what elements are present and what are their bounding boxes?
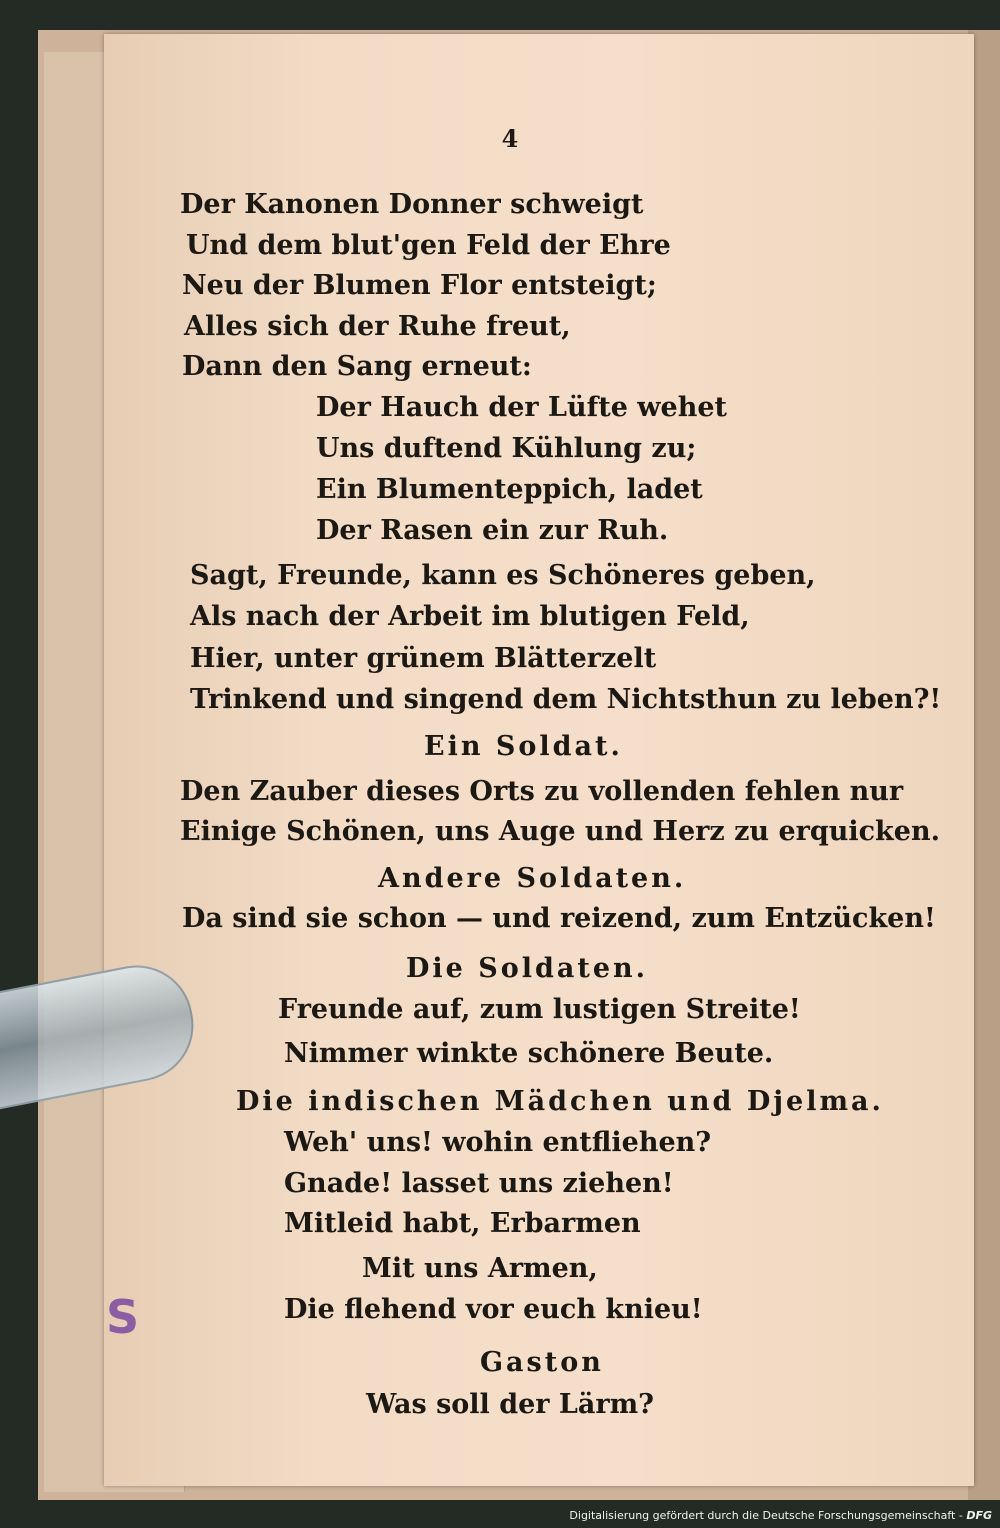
text-line: Der Kanonen Donner schweigt bbox=[180, 189, 644, 220]
text-line: Den Zauber dieses Orts zu vollenden fehlen nur bbox=[180, 776, 904, 807]
text-line: Die flehend vor euch knieu! bbox=[284, 1294, 703, 1325]
text-line: Ein Blumenteppich, ladet bbox=[316, 474, 703, 505]
text-line: Mitleid habt, Erbarmen bbox=[284, 1208, 641, 1239]
text-line: Trinkend und singend dem Nichtsthun zu leben?! bbox=[190, 684, 942, 715]
speaker-heading: Gaston bbox=[480, 1347, 604, 1378]
text-line: Der Rasen ein zur Ruh. bbox=[316, 515, 669, 546]
text-line: Gnade! lasset uns ziehen! bbox=[284, 1168, 674, 1199]
text-line: Hier, unter grünem Blätterzelt bbox=[190, 643, 657, 674]
speaker-heading: Ein Soldat. bbox=[424, 731, 623, 762]
text-line: Als nach der Arbeit im blutigen Feld, bbox=[190, 601, 750, 632]
text-line: Sagt, Freunde, kann es Schöneres geben, bbox=[190, 560, 816, 591]
text-line: Und dem blut'gen Feld der Ehre bbox=[186, 230, 671, 261]
dfg-logo: DFG bbox=[966, 1509, 992, 1522]
funding-text: Digitalisierung gefördert durch die Deutsche Forschungsgemeinschaft - bbox=[569, 1509, 963, 1522]
text-line: Einige Schönen, uns Auge und Herz zu erquicken. bbox=[180, 816, 940, 847]
text-line: Weh' uns! wohin entfliehen? bbox=[284, 1127, 712, 1158]
text-line: Mit uns Armen, bbox=[362, 1253, 598, 1284]
text-line: Was soll der Lärm? bbox=[366, 1389, 654, 1420]
page-number: 4 bbox=[501, 124, 519, 153]
text-line: Der Hauch der Lüfte wehet bbox=[316, 392, 727, 423]
text-line: Dann den Sang erneut: bbox=[182, 351, 532, 382]
library-stamp: S bbox=[106, 1290, 140, 1344]
text-line: Da sind sie schon — und reizend, zum Entzücken! bbox=[182, 903, 936, 934]
speaker-heading: Die indischen Mädchen und Djelma. bbox=[236, 1086, 884, 1117]
text-line: Neu der Blumen Flor entsteigt; bbox=[182, 270, 657, 301]
text-line: Nimmer winkte schönere Beute. bbox=[284, 1038, 774, 1069]
speaker-heading: Andere Soldaten. bbox=[378, 863, 687, 894]
text-line: Freunde auf, zum lustigen Streite! bbox=[278, 994, 801, 1025]
speaker-heading: Die Soldaten. bbox=[406, 953, 649, 984]
text-line: Uns duftend Kühlung zu; bbox=[316, 433, 697, 464]
text-line: Alles sich der Ruhe freut, bbox=[184, 311, 571, 342]
funding-footer bbox=[569, 1509, 992, 1522]
